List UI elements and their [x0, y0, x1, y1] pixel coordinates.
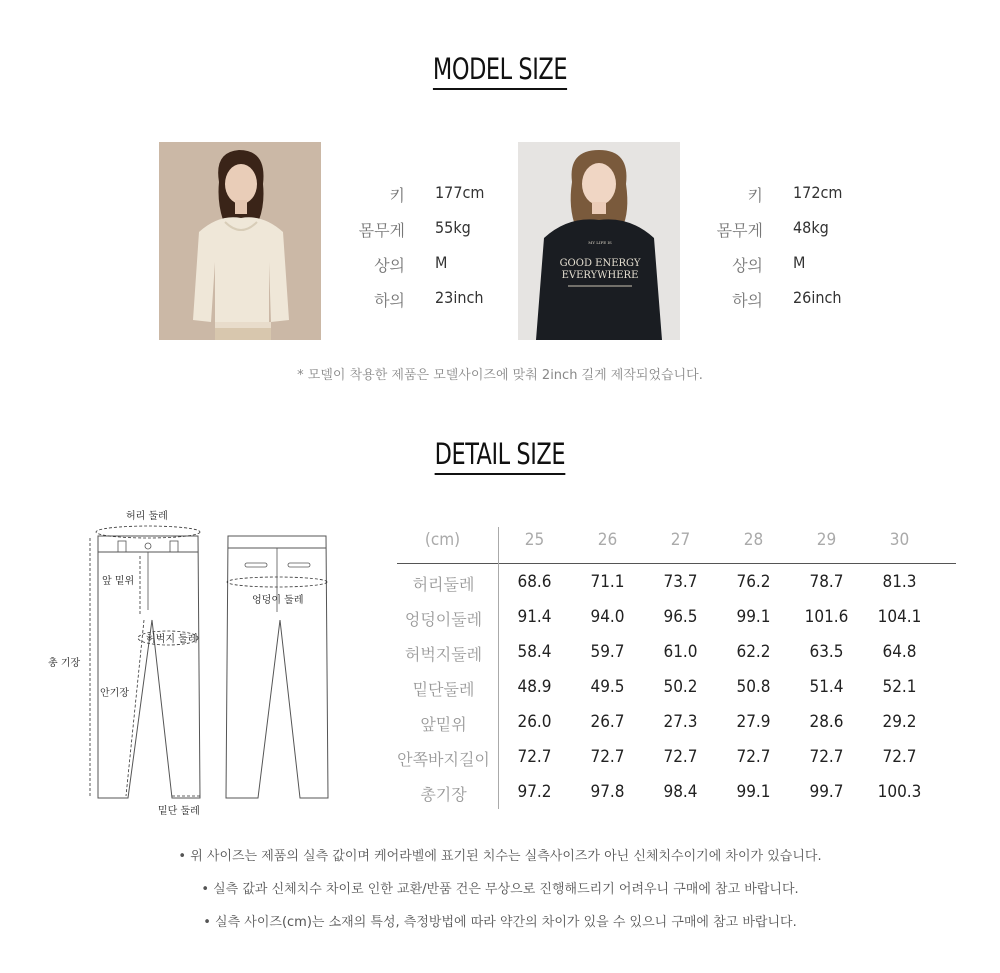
stat-row-height: [330, 183, 530, 203]
table-cell: 99.1: [736, 607, 771, 627]
stat-value: 177cm: [435, 183, 485, 202]
table-size-header: 26: [597, 530, 618, 550]
table-cell: 76.2: [736, 572, 771, 592]
table-cell: 81.3: [882, 572, 917, 592]
table-cell: 94.0: [590, 607, 625, 627]
table-cell: 26.7: [590, 712, 625, 732]
stat-row-top: [330, 253, 530, 273]
detail-size-title: DETAIL SIZE: [0, 437, 1000, 475]
stat-key: 키: [389, 186, 405, 205]
stat-key: 하의: [732, 291, 763, 310]
table-cell: 27.9: [736, 712, 771, 732]
table-cell: 63.5: [809, 642, 844, 662]
table-cell: 68.6: [517, 572, 552, 592]
table-cell: 64.8: [882, 642, 917, 662]
table-cell: 27.3: [663, 712, 698, 732]
stat-row-height: [688, 183, 888, 203]
table-cell: 97.8: [590, 782, 625, 802]
table-cell: 100.3: [877, 782, 922, 802]
shirt-text-line-3: EVERYWHERE: [561, 270, 639, 281]
label-hem: 밑단 둘레: [158, 806, 200, 817]
model-size-title: MODEL SIZE: [0, 52, 1000, 90]
stat-key: 키: [747, 186, 763, 205]
table-cell: 71.1: [590, 572, 625, 592]
stat-value: M: [793, 253, 806, 272]
table-unit-header: (cm): [424, 530, 461, 550]
stat-value: 55kg: [435, 218, 471, 237]
table-cell: 62.2: [736, 642, 771, 662]
size-note-1: • 위 사이즈는 제품의 실측 값이며 케어라벨에 표기된 치수는 실측사이즈가 아닌 신체치수이기에 차이가 있습니다.: [178, 849, 822, 864]
table-row-label: 총기장: [420, 785, 467, 804]
table-row-label: 앞밑위: [420, 715, 467, 734]
stat-row-bottom: [688, 288, 888, 308]
table-cell: 28.6: [809, 712, 844, 732]
model-photo-2: [518, 142, 680, 340]
label-total-length: 총 기장: [48, 658, 81, 669]
table-cell: 98.4: [663, 782, 698, 802]
table-cell: 58.4: [517, 642, 552, 662]
shirt-text-line-1: MY LIFE IS: [588, 240, 612, 245]
table-cell: 72.7: [809, 747, 844, 767]
table-row-label: 허리둘레: [412, 575, 475, 594]
table-cell: 59.7: [590, 642, 625, 662]
stat-value: 172cm: [793, 183, 843, 202]
stat-row-weight: [688, 218, 888, 238]
table-cell: 72.7: [590, 747, 625, 767]
label-thigh: 허벅지 둘레: [146, 634, 198, 645]
table-cell: 52.1: [882, 677, 917, 697]
label-front-rise: 앞 밑위: [102, 576, 135, 587]
table-size-header: 25: [524, 530, 545, 550]
stat-key: 몸무게: [358, 221, 405, 240]
table-cell: 50.8: [736, 677, 771, 697]
stat-row-bottom: [330, 288, 530, 308]
table-cell: 97.2: [517, 782, 552, 802]
table-cell: 48.9: [517, 677, 552, 697]
size-note-3: • 실측 사이즈(cm)는 소재의 특성, 측정방법에 따라 약간의 차이가 있을 수 있으니 구매에 참고 바랍니다.: [203, 915, 797, 930]
table-cell: 99.1: [736, 782, 771, 802]
table-cell: 101.6: [804, 607, 849, 627]
table-cell: 61.0: [663, 642, 698, 662]
stat-key: 상의: [374, 256, 405, 275]
table-row-label: 엉덩이둘레: [404, 610, 483, 629]
table-cell: 26.0: [517, 712, 552, 732]
table-row-label: 안쪽바지길이: [397, 750, 490, 769]
pants-diagram: [40, 500, 390, 820]
stat-value: M: [435, 253, 448, 272]
table-cell: 99.7: [809, 782, 844, 802]
stat-value: 48kg: [793, 218, 829, 237]
table-cell: 72.7: [736, 747, 771, 767]
label-waist: 허리 둘레: [126, 511, 168, 522]
stat-key: 상의: [732, 256, 763, 275]
stat-key: 하의: [374, 291, 405, 310]
model-photo-1: [159, 142, 321, 340]
table-cell: 72.7: [517, 747, 552, 767]
stat-value: 26inch: [793, 288, 842, 307]
shirt-text-line-2: GOOD ENERGY: [559, 258, 641, 269]
stat-value: 23inch: [435, 288, 484, 307]
stat-row-top: [688, 253, 888, 273]
table-row-label: 밑단둘레: [412, 680, 475, 699]
model-2-stats: [688, 183, 888, 313]
table-cell: 91.4: [517, 607, 552, 627]
size-note-2: • 실측 값과 신체치수 차이로 인한 교환/반품 건은 무상으로 진행해드리기 어려우니 구매에 참고 바랍니다.: [201, 882, 799, 897]
table-row-label: 허벅지둘레: [404, 645, 483, 664]
table-cell: 73.7: [663, 572, 698, 592]
table-cell: 51.4: [809, 677, 844, 697]
pants-diagram-drawing: [40, 500, 390, 820]
label-inseam: 안기장: [100, 688, 129, 699]
stat-row-weight: [330, 218, 530, 238]
label-hip: 엉덩이 둘레: [252, 595, 304, 606]
table-cell: 72.7: [663, 747, 698, 767]
model-size-note: * 모델이 착용한 제품은 모델사이즈에 맞춰 2inch 길게 제작되었습니다.: [297, 368, 703, 383]
table-size-header: 28: [743, 530, 764, 550]
stat-key: 몸무게: [716, 221, 763, 240]
model-1-stats: [330, 183, 530, 313]
table-cell: 50.2: [663, 677, 698, 697]
table-size-header: 30: [889, 530, 910, 550]
table-size-header: 27: [670, 530, 691, 550]
table-cell: 49.5: [590, 677, 625, 697]
table-cell: 96.5: [663, 607, 698, 627]
table-cell: 72.7: [882, 747, 917, 767]
table-cell: 78.7: [809, 572, 844, 592]
table-cell: 29.2: [882, 712, 917, 732]
table-cell: 104.1: [877, 607, 922, 627]
table-size-header: 29: [816, 530, 837, 550]
